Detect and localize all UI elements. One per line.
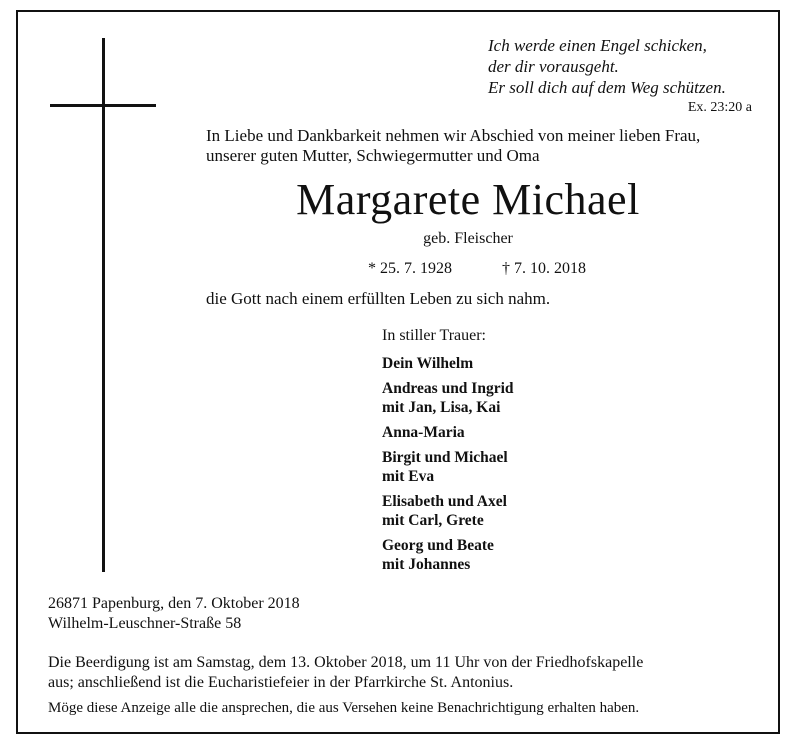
mourner-line: Anna-Maria bbox=[382, 424, 465, 441]
cross-icon-vertical bbox=[102, 38, 105, 572]
birth-date: * 25. 7. 1928 bbox=[368, 260, 452, 277]
bible-verse bbox=[488, 35, 768, 98]
mourner-line: Birgit und Michael bbox=[382, 449, 508, 466]
mourner-line: mit Jan, Lisa, Kai bbox=[382, 399, 501, 416]
mourner-line: Georg und Beate bbox=[382, 537, 494, 554]
deceased-name: Margarete Michael bbox=[296, 175, 640, 224]
mourner-line: mit Carl, Grete bbox=[382, 512, 484, 529]
intro-line: unserer guten Mutter, Schwiegermutter und Oma bbox=[206, 146, 540, 165]
cross-icon-horizontal bbox=[50, 104, 156, 107]
mourner-line: mit Johannes bbox=[382, 556, 471, 573]
mourner-group bbox=[382, 354, 682, 373]
intro-text bbox=[206, 126, 766, 166]
address-line: Wilhelm-Leuschner-Straße 58 bbox=[48, 615, 242, 632]
closing-phrase: die Gott nach einem erfüllten Leben zu sich nahm. bbox=[206, 289, 551, 308]
verse-reference: Ex. 23:20 a bbox=[687, 100, 752, 115]
maiden-name: geb. Fleischer bbox=[423, 230, 513, 247]
mourner-line: Andreas und Ingrid bbox=[382, 380, 514, 397]
mourners-intro: In stiller Trauer: bbox=[382, 327, 486, 344]
mourner-line: Dein Wilhelm bbox=[382, 355, 474, 372]
mourner-line: mit Eva bbox=[382, 468, 435, 485]
verse-line: Ich werde einen Engel schicken, bbox=[488, 36, 707, 55]
mourner-group bbox=[382, 448, 682, 486]
mourner-group bbox=[382, 536, 682, 574]
address-block bbox=[48, 594, 300, 634]
funeral-line: aus; anschließend ist die Eucharistiefeier in der Pfarrkirche St. Antonius. bbox=[48, 674, 514, 691]
death-date: † 7. 10. 2018 bbox=[502, 260, 586, 277]
mourner-group bbox=[382, 379, 682, 417]
footer-note: Möge diese Anzeige alle die ansprechen, die aus Versehen keine Benachrichtigung erhalten haben. bbox=[48, 700, 640, 716]
funeral-line: Die Beerdigung ist am Samstag, dem 13. Oktober 2018, um 11 Uhr von der Friedhofskapelle bbox=[48, 654, 644, 671]
mourners-list bbox=[382, 326, 682, 580]
verse-line: der dir vorausgeht. bbox=[488, 57, 619, 76]
mourner-group bbox=[382, 492, 682, 530]
funeral-details bbox=[48, 653, 768, 693]
address-line: 26871 Papenburg, den 7. Oktober 2018 bbox=[48, 595, 300, 612]
mourner-line: Elisabeth und Axel bbox=[382, 493, 507, 510]
intro-line: In Liebe und Dankbarkeit nehmen wir Abschied von meiner lieben Frau, bbox=[206, 126, 701, 145]
verse-line: Er soll dich auf dem Weg schützen. bbox=[488, 78, 726, 97]
mourner-group bbox=[382, 423, 682, 442]
obituary-notice bbox=[16, 10, 780, 734]
